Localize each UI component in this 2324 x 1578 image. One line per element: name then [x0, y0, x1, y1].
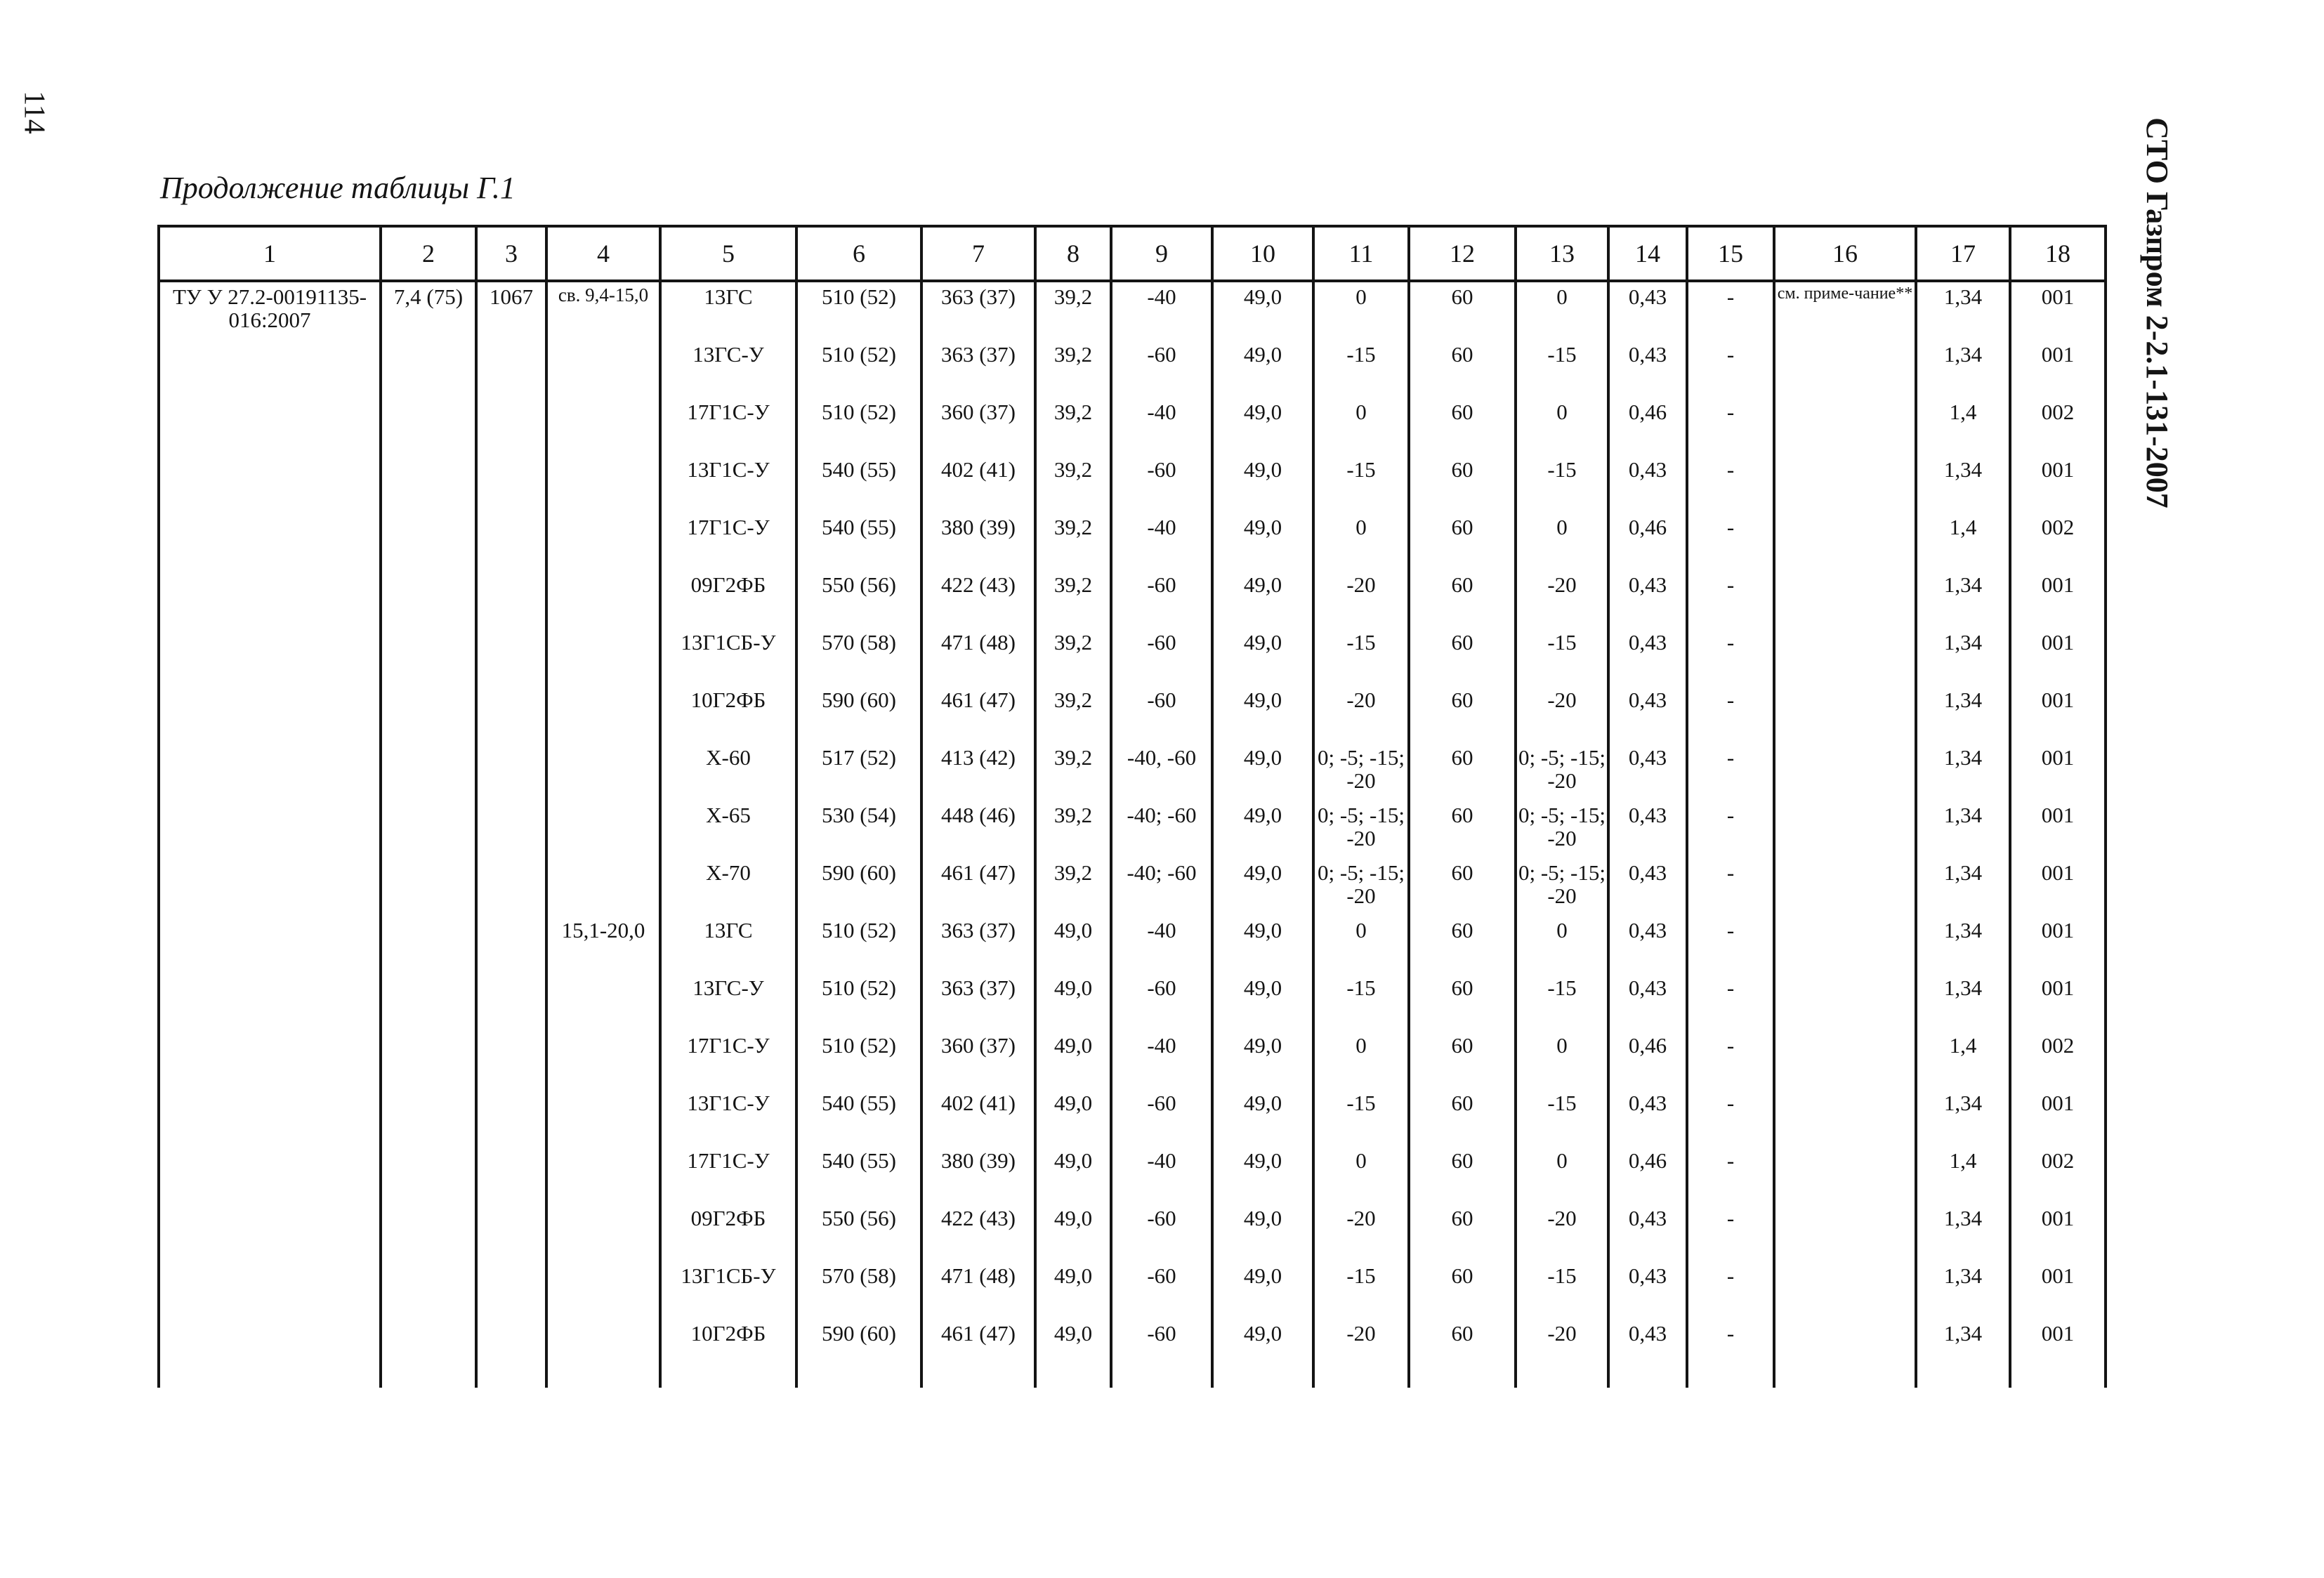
- cell: 0; -5; -15; -20: [1516, 858, 1608, 916]
- cell: 60: [1409, 1089, 1516, 1146]
- cell: 448 (46): [921, 801, 1035, 858]
- cell: -: [1687, 628, 1774, 685]
- cell: 590 (60): [796, 685, 921, 743]
- header-row: [159, 226, 2106, 281]
- column-header-2: 2: [381, 226, 476, 281]
- column-header-1: 1: [159, 226, 381, 281]
- cell: 570 (58): [796, 628, 921, 685]
- cell: -40: [1111, 281, 1212, 340]
- cell: 422 (43): [921, 1204, 1035, 1261]
- cell: 363 (37): [921, 340, 1035, 397]
- cell: -: [1687, 743, 1774, 801]
- column-header-18: 18: [2010, 226, 2106, 281]
- column-header-13: 13: [1516, 226, 1608, 281]
- cell: 002: [2010, 1031, 2106, 1089]
- cell: 0; -5; -15; -20: [1313, 858, 1409, 916]
- cell: -60: [1111, 455, 1212, 513]
- cell: 002: [2010, 1146, 2106, 1204]
- spec-number-cell: ТУ У 27.2-00191135-016:2007: [159, 281, 381, 1388]
- cell: 39,2: [1035, 513, 1111, 570]
- cell: 60: [1409, 858, 1516, 916]
- cell: 49,0: [1035, 1089, 1111, 1146]
- wall-range-cell: 15,1-20,0: [546, 916, 660, 1388]
- cell: 49,0: [1212, 1031, 1313, 1089]
- cell: 49,0: [1212, 1146, 1313, 1204]
- column-header-12: 12: [1409, 226, 1516, 281]
- note-cell: см. приме-чание**: [1774, 281, 1916, 1388]
- cell: 402 (41): [921, 455, 1035, 513]
- cell: -40: [1111, 1031, 1212, 1089]
- steel-grade-cell: 09Г2ФБ: [660, 570, 796, 628]
- column-header-9: 9: [1111, 226, 1212, 281]
- cell: 60: [1409, 1204, 1516, 1261]
- wall-range-cell: св. 9,4-15,0: [546, 281, 660, 916]
- cell: 510 (52): [796, 973, 921, 1031]
- cell: 0: [1313, 1031, 1409, 1089]
- cell: -20: [1516, 685, 1608, 743]
- cell: 530 (54): [796, 801, 921, 858]
- cell: 550 (56): [796, 1204, 921, 1261]
- steel-grade-cell: 13Г1С-У: [660, 455, 796, 513]
- cell: 570 (58): [796, 1261, 921, 1319]
- cell: 49,0: [1035, 973, 1111, 1031]
- cell: 49,0: [1212, 1089, 1313, 1146]
- cell: -: [1687, 455, 1774, 513]
- cell: 001: [2010, 858, 2106, 916]
- cell: 0,43: [1608, 743, 1687, 801]
- table-header: [159, 226, 2106, 281]
- cell: -: [1687, 1319, 1774, 1388]
- cell: 0: [1313, 281, 1409, 340]
- table-caption: Продолжение таблицы Г.1: [160, 171, 516, 205]
- cell: 001: [2010, 916, 2106, 973]
- steel-grade-cell: 13Г1СБ-У: [660, 628, 796, 685]
- cell: 002: [2010, 513, 2106, 570]
- column-header-5: 5: [660, 226, 796, 281]
- steel-grade-cell: 10Г2ФБ: [660, 685, 796, 743]
- cell: 49,0: [1212, 513, 1313, 570]
- cell: 60: [1409, 281, 1516, 340]
- cell: 422 (43): [921, 570, 1035, 628]
- steel-grade-cell: 10Г2ФБ: [660, 1319, 796, 1388]
- cell: -: [1687, 1261, 1774, 1319]
- cell: -20: [1313, 685, 1409, 743]
- cell: 60: [1409, 570, 1516, 628]
- cell: 0: [1516, 1146, 1608, 1204]
- cell: 001: [2010, 1319, 2106, 1388]
- table-body: [159, 281, 2106, 1388]
- cell: -60: [1111, 1089, 1212, 1146]
- cell: 60: [1409, 1319, 1516, 1388]
- cell: 471 (48): [921, 1261, 1035, 1319]
- cell: 0,43: [1608, 1089, 1687, 1146]
- cell: 39,2: [1035, 570, 1111, 628]
- steel-grade-cell: Х-65: [660, 801, 796, 858]
- cell: 60: [1409, 1261, 1516, 1319]
- cell: -15: [1516, 1261, 1608, 1319]
- cell: -60: [1111, 1261, 1212, 1319]
- cell: -40; -60: [1111, 858, 1212, 916]
- cell: 49,0: [1212, 973, 1313, 1031]
- cell: -: [1687, 973, 1774, 1031]
- cell: 0: [1516, 397, 1608, 455]
- cell: 0; -5; -15; -20: [1313, 801, 1409, 858]
- cell: 1,34: [1916, 1261, 2010, 1319]
- cell: 1,34: [1916, 916, 2010, 973]
- cell: 49,0: [1212, 570, 1313, 628]
- cell: 39,2: [1035, 455, 1111, 513]
- cell: 0: [1516, 281, 1608, 340]
- cell: 510 (52): [796, 397, 921, 455]
- steel-grade-cell: 17Г1С-У: [660, 1146, 796, 1204]
- diameter-cell: 1067: [476, 281, 546, 1388]
- cell: -: [1687, 281, 1774, 340]
- cell: -60: [1111, 628, 1212, 685]
- cell: 49,0: [1035, 1261, 1111, 1319]
- steel-grade-cell: 13Г1С-У: [660, 1089, 796, 1146]
- cell: 590 (60): [796, 858, 921, 916]
- cell: 60: [1409, 916, 1516, 973]
- cell: 60: [1409, 1146, 1516, 1204]
- cell: 0: [1313, 397, 1409, 455]
- cell: 001: [2010, 455, 2106, 513]
- steel-grade-cell: 13ГС: [660, 281, 796, 340]
- cell: 39,2: [1035, 628, 1111, 685]
- cell: 0,43: [1608, 628, 1687, 685]
- cell: -: [1687, 513, 1774, 570]
- steel-grade-cell: 17Г1С-У: [660, 1031, 796, 1089]
- column-header-17: 17: [1916, 226, 2010, 281]
- cell: -40: [1111, 1146, 1212, 1204]
- cell: 49,0: [1212, 1319, 1313, 1388]
- cell: 001: [2010, 973, 2106, 1031]
- column-header-11: 11: [1313, 226, 1409, 281]
- cell: -15: [1313, 628, 1409, 685]
- cell: 49,0: [1212, 340, 1313, 397]
- cell: -20: [1313, 1204, 1409, 1261]
- cell: 1,34: [1916, 801, 2010, 858]
- cell: 60: [1409, 743, 1516, 801]
- cell: -15: [1313, 340, 1409, 397]
- cell: -: [1687, 916, 1774, 973]
- cell: -60: [1111, 570, 1212, 628]
- cell: 471 (48): [921, 628, 1035, 685]
- cell: 49,0: [1035, 1146, 1111, 1204]
- cell: 001: [2010, 1261, 2106, 1319]
- cell: -: [1687, 570, 1774, 628]
- cell: 550 (56): [796, 570, 921, 628]
- cell: 001: [2010, 801, 2106, 858]
- cell: -15: [1313, 1089, 1409, 1146]
- cell: 0,43: [1608, 801, 1687, 858]
- cell: 0,43: [1608, 340, 1687, 397]
- column-header-8: 8: [1035, 226, 1111, 281]
- cell: 60: [1409, 513, 1516, 570]
- cell: -20: [1313, 570, 1409, 628]
- cell: -40: [1111, 397, 1212, 455]
- steel-grade-cell: 09Г2ФБ: [660, 1204, 796, 1261]
- column-header-7: 7: [921, 226, 1035, 281]
- cell: -15: [1516, 455, 1608, 513]
- cell: 363 (37): [921, 916, 1035, 973]
- cell: -: [1687, 858, 1774, 916]
- cell: 001: [2010, 570, 2106, 628]
- page-number: 114: [18, 91, 51, 134]
- cell: 1,34: [1916, 1204, 2010, 1261]
- steel-grade-cell: 13ГС: [660, 916, 796, 973]
- cell: -60: [1111, 1319, 1212, 1388]
- cell: 49,0: [1212, 1261, 1313, 1319]
- cell: 60: [1409, 397, 1516, 455]
- cell: 510 (52): [796, 1031, 921, 1089]
- cell: 49,0: [1035, 1031, 1111, 1089]
- table-row: [159, 281, 2106, 340]
- steel-grade-cell: 17Г1С-У: [660, 513, 796, 570]
- cell: -: [1687, 340, 1774, 397]
- cell: 49,0: [1212, 628, 1313, 685]
- column-header-4: 4: [546, 226, 660, 281]
- cell: 39,2: [1035, 685, 1111, 743]
- cell: 1,34: [1916, 858, 2010, 916]
- cell: 39,2: [1035, 397, 1111, 455]
- cell: -20: [1516, 570, 1608, 628]
- cell: 1,34: [1916, 685, 2010, 743]
- cell: 1,34: [1916, 1089, 2010, 1146]
- cell: 461 (47): [921, 1319, 1035, 1388]
- cell: 49,0: [1212, 281, 1313, 340]
- column-header-10: 10: [1212, 226, 1313, 281]
- cell: 0,43: [1608, 916, 1687, 973]
- column-header-6: 6: [796, 226, 921, 281]
- cell: -: [1687, 1031, 1774, 1089]
- cell: -: [1687, 1089, 1774, 1146]
- cell: 1,34: [1916, 743, 2010, 801]
- cell: 49,0: [1212, 1204, 1313, 1261]
- cell: 001: [2010, 340, 2106, 397]
- cell: 49,0: [1035, 1319, 1111, 1388]
- cell: 360 (37): [921, 1031, 1035, 1089]
- cell: -15: [1516, 340, 1608, 397]
- cell: 363 (37): [921, 281, 1035, 340]
- cell: 510 (52): [796, 281, 921, 340]
- cell: 540 (55): [796, 1089, 921, 1146]
- cell: 540 (55): [796, 455, 921, 513]
- cell: 540 (55): [796, 513, 921, 570]
- cell: 0; -5; -15; -20: [1516, 743, 1608, 801]
- cell: 1,34: [1916, 281, 2010, 340]
- cell: 60: [1409, 973, 1516, 1031]
- cell: 0: [1313, 513, 1409, 570]
- cell: 0: [1313, 1146, 1409, 1204]
- cell: 0,46: [1608, 1031, 1687, 1089]
- cell: 363 (37): [921, 973, 1035, 1031]
- cell: 0; -5; -15; -20: [1516, 801, 1608, 858]
- cell: -: [1687, 1146, 1774, 1204]
- steel-grade-cell: Х-70: [660, 858, 796, 916]
- cell: 60: [1409, 455, 1516, 513]
- cell: 60: [1409, 801, 1516, 858]
- cell: 0,43: [1608, 685, 1687, 743]
- cell: 380 (39): [921, 513, 1035, 570]
- cell: 0: [1516, 916, 1608, 973]
- cell: 1,4: [1916, 513, 2010, 570]
- cell: 60: [1409, 340, 1516, 397]
- cell: -60: [1111, 685, 1212, 743]
- cell: 001: [2010, 1204, 2106, 1261]
- cell: 1,34: [1916, 455, 2010, 513]
- cell: 60: [1409, 685, 1516, 743]
- cell: -20: [1516, 1204, 1608, 1261]
- cell: 461 (47): [921, 858, 1035, 916]
- steel-grade-cell: 13Г1СБ-У: [660, 1261, 796, 1319]
- cell: -15: [1313, 973, 1409, 1031]
- cell: 002: [2010, 397, 2106, 455]
- cell: -40: [1111, 916, 1212, 973]
- column-header-15: 15: [1687, 226, 1774, 281]
- cell: 510 (52): [796, 340, 921, 397]
- cell: 001: [2010, 1089, 2106, 1146]
- cell: 360 (37): [921, 397, 1035, 455]
- cell: 0,43: [1608, 1261, 1687, 1319]
- cell: 510 (52): [796, 916, 921, 973]
- cell: 49,0: [1035, 916, 1111, 973]
- cell: 49,0: [1035, 1204, 1111, 1261]
- cell: 461 (47): [921, 685, 1035, 743]
- cell: 0,43: [1608, 973, 1687, 1031]
- cell: 49,0: [1212, 916, 1313, 973]
- cell: 517 (52): [796, 743, 921, 801]
- steel-grade-cell: 13ГС-У: [660, 973, 796, 1031]
- cell: -60: [1111, 1204, 1212, 1261]
- cell: -15: [1516, 973, 1608, 1031]
- cell: 0,43: [1608, 455, 1687, 513]
- cell: 413 (42): [921, 743, 1035, 801]
- cell: 0,46: [1608, 397, 1687, 455]
- cell: -15: [1313, 455, 1409, 513]
- cell: 001: [2010, 281, 2106, 340]
- cell: 39,2: [1035, 858, 1111, 916]
- cell: 001: [2010, 743, 2106, 801]
- cell: 1,34: [1916, 340, 2010, 397]
- cell: -: [1687, 801, 1774, 858]
- cell: 1,34: [1916, 570, 2010, 628]
- cell: 49,0: [1212, 858, 1313, 916]
- cell: 402 (41): [921, 1089, 1035, 1146]
- cell: 49,0: [1212, 455, 1313, 513]
- cell: 39,2: [1035, 340, 1111, 397]
- cell: 590 (60): [796, 1319, 921, 1388]
- cell: 0: [1516, 1031, 1608, 1089]
- cell: 0,43: [1608, 1204, 1687, 1261]
- cell: 1,4: [1916, 397, 2010, 455]
- cell: -: [1687, 1204, 1774, 1261]
- document-code: СТО Газпром 2-2.1-131-2007: [2139, 117, 2174, 508]
- cell: 60: [1409, 628, 1516, 685]
- cell: 39,2: [1035, 743, 1111, 801]
- cell: -60: [1111, 973, 1212, 1031]
- cell: -40; -60: [1111, 801, 1212, 858]
- cell: 001: [2010, 628, 2106, 685]
- cell: 49,0: [1212, 801, 1313, 858]
- cell: -15: [1516, 1089, 1608, 1146]
- steel-grade-cell: Х-60: [660, 743, 796, 801]
- cell: -20: [1516, 1319, 1608, 1388]
- cell: 1,4: [1916, 1031, 2010, 1089]
- cell: 0,43: [1608, 281, 1687, 340]
- cell: 39,2: [1035, 281, 1111, 340]
- steel-properties-table: [157, 225, 2107, 1388]
- cell: 0,43: [1608, 570, 1687, 628]
- cell: -: [1687, 397, 1774, 455]
- cell: 0; -5; -15; -20: [1313, 743, 1409, 801]
- cell: -15: [1313, 1261, 1409, 1319]
- column-header-14: 14: [1608, 226, 1687, 281]
- column-header-16: 16: [1774, 226, 1916, 281]
- cell: -15: [1516, 628, 1608, 685]
- pressure-cell: 7,4 (75): [381, 281, 476, 1388]
- cell: 1,34: [1916, 1319, 2010, 1388]
- cell: 49,0: [1212, 685, 1313, 743]
- cell: 540 (55): [796, 1146, 921, 1204]
- cell: 60: [1409, 1031, 1516, 1089]
- cell: 0: [1516, 513, 1608, 570]
- cell: -40, -60: [1111, 743, 1212, 801]
- cell: 49,0: [1212, 743, 1313, 801]
- cell: 1,34: [1916, 628, 2010, 685]
- cell: 0: [1313, 916, 1409, 973]
- cell: 0,43: [1608, 1319, 1687, 1388]
- cell: 380 (39): [921, 1146, 1035, 1204]
- cell: 001: [2010, 685, 2106, 743]
- cell: -: [1687, 685, 1774, 743]
- cell: 49,0: [1212, 397, 1313, 455]
- cell: -40: [1111, 513, 1212, 570]
- cell: 1,34: [1916, 973, 2010, 1031]
- steel-grade-cell: 17Г1С-У: [660, 397, 796, 455]
- cell: 0,43: [1608, 858, 1687, 916]
- cell: 0,46: [1608, 1146, 1687, 1204]
- cell: 0,46: [1608, 513, 1687, 570]
- steel-grade-cell: 13ГС-У: [660, 340, 796, 397]
- cell: -20: [1313, 1319, 1409, 1388]
- column-header-3: 3: [476, 226, 546, 281]
- cell: -60: [1111, 340, 1212, 397]
- cell: 1,4: [1916, 1146, 2010, 1204]
- cell: 39,2: [1035, 801, 1111, 858]
